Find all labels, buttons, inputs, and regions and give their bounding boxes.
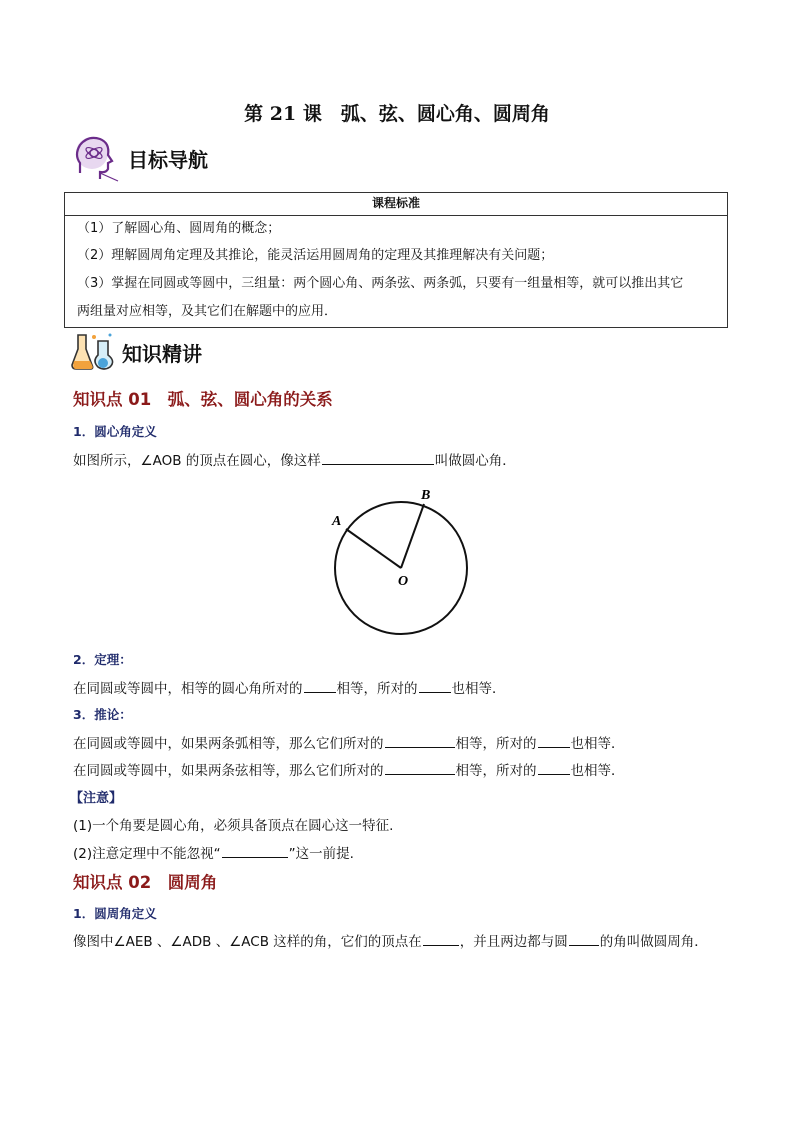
theorem-line <box>73 677 506 697</box>
radius-ob <box>401 504 424 568</box>
page-title: 第 21 课 弧、弦、圆心角、圆周角 <box>244 103 550 125</box>
head-brain-icon <box>70 133 122 183</box>
kp1-sub3: 3．推论： <box>73 707 132 722</box>
text-seg: 相等，所对的 <box>336 681 418 697</box>
note-2 <box>73 842 354 862</box>
nav-section-header <box>70 138 208 178</box>
knowledge-section-label: 知识精讲 <box>122 341 202 366</box>
standard-item: 两组量对应相等，及其它们在解题中的应用． <box>77 304 338 319</box>
text-seg: 也相等． <box>451 681 506 697</box>
answer-blank <box>569 933 599 946</box>
text-seg: (2)注意定理中不能忽视“ <box>73 846 221 862</box>
text-seg: 相等，所对的 <box>455 763 537 779</box>
standards-header: 课程标准 <box>65 193 727 216</box>
circle-figure <box>320 484 480 644</box>
answer-blank <box>322 452 434 465</box>
flask-icon <box>70 331 116 373</box>
kp2-title: 知识点 02 圆周角 <box>73 873 218 892</box>
kp2-sub1: 1．圆周角定义 <box>73 906 157 921</box>
standards-table <box>64 192 728 328</box>
def-prefix: 如图所示，∠AOB 的顶点在圆心，像这样 <box>73 453 321 469</box>
kp1-sub2: 2．定理： <box>73 652 132 667</box>
text-seg: 在同圆或等圆中，相等的圆心角所对的 <box>73 681 303 697</box>
answer-blank <box>222 845 288 858</box>
def-suffix: 叫做圆心角． <box>434 453 516 469</box>
text-seg: 在同圆或等圆中，如果两条弧相等，那么它们所对的 <box>73 736 384 752</box>
standard-item: （2）理解圆周角定理及其推论，能灵活运用圆周角的定理及其推理解决有关问题； <box>77 248 554 263</box>
answer-blank <box>419 680 451 693</box>
kp1-definition <box>73 449 516 469</box>
text-seg: 也相等． <box>570 736 625 752</box>
label-b: B <box>421 488 431 503</box>
knowledge-section-header <box>70 332 202 372</box>
text-seg: 也相等． <box>570 763 625 779</box>
answer-blank <box>385 735 455 748</box>
corollary-line <box>73 759 625 779</box>
answer-blank <box>385 762 455 775</box>
standard-item: （1）了解圆心角、圆周角的概念； <box>77 221 281 236</box>
answer-blank <box>423 933 459 946</box>
kp2-definition <box>73 930 708 950</box>
text-seg: 在同圆或等圆中，如果两条弦相等，那么它们所对的 <box>73 763 384 779</box>
text-seg: 像图中∠AEB 、∠ADB 、∠ACB 这样的角，它们的顶点在 <box>73 934 422 950</box>
text-seg: ，并且两边都与圆 <box>459 934 568 950</box>
corollary-line <box>73 732 625 752</box>
answer-blank <box>304 680 336 693</box>
text-seg: 的角叫做圆周角． <box>599 934 708 950</box>
answer-blank <box>538 735 570 748</box>
label-a: A <box>332 514 342 529</box>
nav-section-label: 目标导航 <box>128 147 208 172</box>
radius-oa <box>346 529 401 568</box>
note-label: 【注意】 <box>70 791 123 806</box>
answer-blank <box>538 762 570 775</box>
standard-item: （3）掌握在同圆或等圆中，三组量：两个圆心角、两条弦、两条弧，只要有一组量相等，就可以推出其它 <box>77 276 684 291</box>
kp1-sub1: 1．圆心角定义 <box>73 424 157 439</box>
kp1-title: 知识点 01 弧、弦、圆心角的关系 <box>73 390 333 409</box>
text-seg: ”这一前提. <box>288 846 354 862</box>
note-1: (1)一个角要是圆心角，必须具备顶点在圆心这一特征. <box>73 818 394 834</box>
text-seg: 相等，所对的 <box>455 736 537 752</box>
label-o: O <box>398 574 409 589</box>
